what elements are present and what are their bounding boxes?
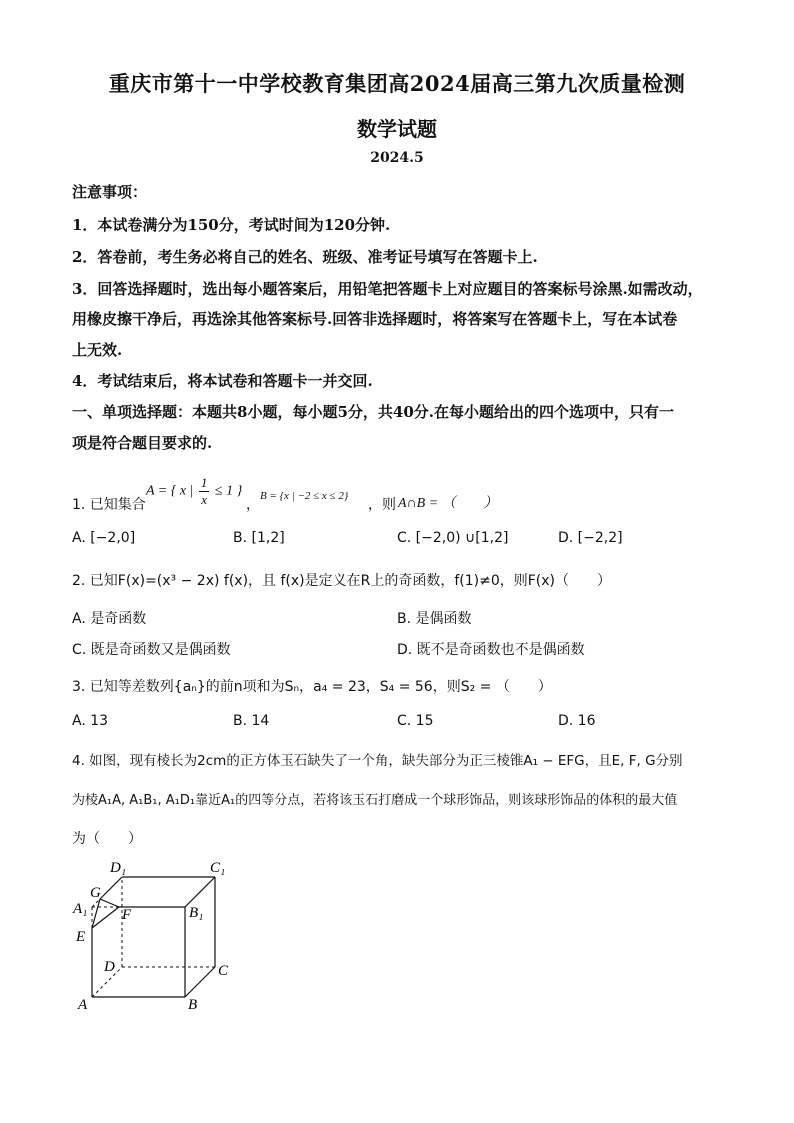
- q1-option-d: D. [−2,2]: [558, 530, 623, 546]
- label-g: G: [90, 885, 101, 901]
- q4-line-2: 为棱A₁A, A₁B₁, A₁D₁靠近A₁的四等分点，若将该玉石打磨成一个球形饰品，则该球形饰品的体积的最大值: [72, 793, 678, 808]
- section-heading-cont: 项是符合题目要求的.: [72, 434, 213, 452]
- label-d: D: [104, 959, 115, 975]
- subject-title: 数学试题: [357, 117, 437, 141]
- q1-frac-num: 1: [200, 475, 208, 490]
- q2-stem: 2. 已知F(x)=(x³ − 2x) f(x)，且 f(x)是定义在R上的奇函数，f(1)≠0，则F(x)（ ）: [72, 573, 612, 589]
- notice-item-4: 4．考试结束后，将本试卷和答题卡一并交回.: [72, 372, 373, 390]
- exam-date: 2024.5: [370, 150, 424, 166]
- edge-b1c1: [185, 877, 215, 907]
- label-b: B: [188, 997, 198, 1013]
- edge-ef: [92, 907, 119, 928]
- notice-item-3: 3．回答选择题时，选出每小题答案后，用铅笔把答题卡上对应题目的答案标号涂黑.如需改动，: [72, 280, 703, 298]
- q4-line-3: 为（ ）: [72, 831, 142, 847]
- edge-gf: [100, 899, 119, 907]
- q4-line-1: 4. 如图，现有棱长为2cm的正方体玉石缺失了一个角，缺失部分为正三棱锥A₁ − EFG，且E, F, G分别: [72, 753, 683, 769]
- q1-set-b: B = {x | −2 ≤ x ≤ 2}: [260, 490, 349, 502]
- edge-bc: [185, 967, 215, 997]
- q1-set-a-right: ≤ 1 }: [214, 483, 243, 499]
- section-heading: 一、单项选择题：本题共8小题，每小题5分，共40分.在每小题给出的四个选项中，只有一: [72, 403, 674, 421]
- q1-option-c: C. [−2,0) ∪[1,2]: [397, 530, 509, 546]
- label-c: C: [218, 963, 229, 979]
- q1-option-b: B. [1,2]: [233, 530, 285, 546]
- q1-prefix: 1. 已知集合: [72, 497, 146, 513]
- q1-set-a: [146, 475, 242, 508]
- label-f: F: [122, 907, 132, 923]
- edge-ge: [92, 899, 100, 928]
- q3-option-a: A. 13: [72, 713, 109, 729]
- exam-title: 重庆市第十一中学校教育集团高2024届高三第九次质量检测: [108, 71, 686, 96]
- label-c1: C₁: [210, 860, 226, 876]
- edge-d1g: [100, 877, 122, 899]
- q2-option-c: C. 既是奇函数又是偶函数: [72, 642, 231, 658]
- q1-comma: ，: [246, 497, 260, 513]
- notice-item-3-end: 上无效.: [72, 341, 123, 359]
- q3-option-b: B. 14: [233, 713, 270, 729]
- q1-frac-den: x: [201, 492, 208, 507]
- notice-item-2: 2．答卷前，考生务必将自己的姓名、班级、准考证号填写在答题卡上.: [72, 248, 538, 266]
- q2-option-d: D. 既不是奇函数也不是偶函数: [397, 642, 585, 658]
- q3-stem: 3. 已知等差数列{aₙ}的前n项和为Sₙ，a₄ = 23，S₄ = 56，则S₂ = （ ）: [72, 679, 552, 695]
- q1-option-a: A. [−2,0]: [72, 530, 136, 546]
- label-e: E: [76, 929, 86, 945]
- notice-heading: 注意事项：: [72, 183, 148, 201]
- q4-cube-figure: [60, 855, 260, 1020]
- notice-item-3-cont: 用橡皮擦干净后，再选涂其他答案标号.回答非选择题时，将答案写在答题卡上，写在本试卷: [72, 310, 678, 328]
- label-d1: D₁: [110, 860, 127, 876]
- q1-mid: ，则: [368, 497, 396, 513]
- q1-set-a-left: A = { x |: [146, 483, 194, 499]
- q3-option-c: C. 15: [397, 713, 434, 729]
- notice-item-1: 1．本试卷满分为150分，考试时间为120分钟.: [72, 216, 391, 234]
- q3-option-d: D. 16: [558, 713, 596, 729]
- q1-fraction: [199, 475, 210, 508]
- q2-option-a: A. 是奇函数: [72, 611, 147, 627]
- label-b1: B₁: [189, 905, 204, 921]
- q2-option-b: B. 是偶函数: [397, 611, 472, 627]
- label-a1: A₁: [73, 901, 88, 917]
- label-a: A: [78, 997, 88, 1013]
- q1-ask: A∩B = （ ）: [398, 496, 498, 511]
